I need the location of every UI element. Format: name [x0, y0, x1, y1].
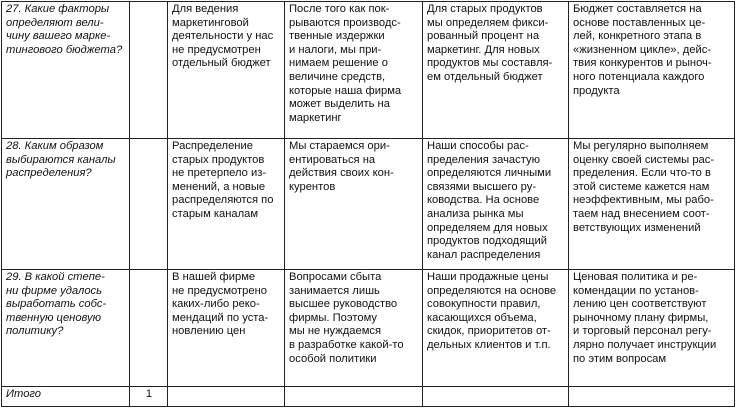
question-cell: 29. В какой степе- ни фирме удалось выработать собс- твенную ценовую политику? [2, 270, 130, 387]
score-cell [130, 139, 168, 270]
total-value: 1 [130, 387, 168, 407]
answer-cell-d: Ценовая политика и ре- комендации по установ- лению цен соответствуют рыночному плану фирмы, и торговый персонал регу- лярно получает инструкции по этим вопросам [569, 270, 735, 387]
answer-cell-c: Для старых продуктов мы определяем фикси- рованный процент на маркетинг. Для новых продуктов мы составля- ем отдельный бюджет [423, 2, 569, 139]
empty-cell [423, 387, 569, 407]
assessment-table [1, 1, 735, 407]
table-row [2, 2, 735, 139]
answer-cell-d: Мы регулярно выполняем оценку своей системы рас- пределения. Если что-то в этой системе кажется нам неэффективным, мы рабо- таем над внесением соот- ветствующих изменений [569, 139, 735, 270]
score-cell [130, 2, 168, 139]
answer-cell-d: Бюджет составляется на основе поставленных це- лей, конкретного этапа в «жизненном цикле», дейс- твия конкурентов и рыноч- ного потенциала каждого продукта [569, 2, 735, 139]
score-cell [130, 270, 168, 387]
table-row [2, 270, 735, 387]
empty-cell [285, 387, 423, 407]
answer-cell-a: В нашей фирме не предусмотрено каких-либо реко- мендаций по уста- новлению цен [168, 270, 285, 387]
question-cell: 28. Каким образом выбираются каналы распределения? [2, 139, 130, 270]
total-row [2, 387, 735, 407]
answer-cell-a: Для ведения маркетинговой деятельности у нас не предусмотрен отдельный бюджет [168, 2, 285, 139]
total-label: Итого [2, 387, 130, 407]
empty-cell [168, 387, 285, 407]
answer-cell-b: Вопросами сбыта занимается лишь высшее руководство фирмы. Поэтому мы не нуждаемся в разработке какой-то особой политики [285, 270, 423, 387]
table-row [2, 139, 735, 270]
answer-cell-c: Наши способы рас- пределения зачастую определяются личными связями высшего ру- ководства. На основе анализа рынка мы определяем для новых продуктов подходящий канал распределения [423, 139, 569, 270]
question-cell: 27. Какие факторы определяют вели- чину вашего марке- тингового бюджета? [2, 2, 130, 139]
answer-cell-a: Распределение старых продуктов не претерпело из- менений, а новые распределяются по старым каналам [168, 139, 285, 270]
answer-cell-b: Мы стараемся ори- ентироваться на действия своих кон- курентов [285, 139, 423, 270]
answer-cell-c: Наши продажные цены определяются на основе совокупности правил, касающихся объема, скидок, приоритетов от- дельных клиентов и т.п. [423, 270, 569, 387]
empty-cell [569, 387, 735, 407]
answer-cell-b: После того как пок- рываются производс- твенные издержки и налоги, мы при- нимаем решение о величине средств, которые наша фирма может выделить на маркетинг [285, 2, 423, 139]
